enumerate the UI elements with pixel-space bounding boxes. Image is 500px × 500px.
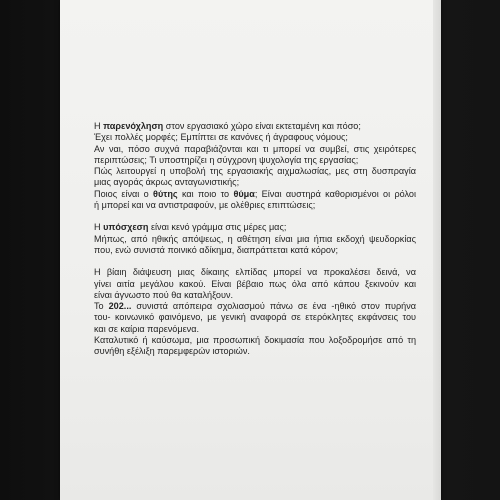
blurb-line [94, 189, 416, 200]
blurb-line [94, 312, 416, 323]
text-segment: Αν ναι, πόσο συχνά παραβιάζονται και τι μπορεί να συμβεί, στις χειρότερες [94, 143, 416, 154]
blurb-text [94, 121, 416, 369]
blurb-line [94, 155, 416, 166]
text-segment: και σε καίρια παρενόμενα. [94, 323, 199, 334]
text-segment: συνιστά απόπειρα σχολιασμού πάνω σε ένα -ηθικό στον πυρήνα [131, 301, 417, 312]
text-segment: Πώς λειτουργεί η υποβολή της εργασιακής αιχμαλωσίας, μες στη δυσπραγία [94, 166, 416, 177]
text-segment: Μήπως, από ηθικής απόψεως, η αθέτηση είναι μια ήπια εκδοχή ψευδορκίας [94, 233, 416, 244]
cover-edge [433, 0, 441, 500]
blurb-paragraph [94, 121, 416, 211]
text-segment: είναι άγνωστο πού θα καταλήξουν. [94, 289, 234, 300]
emphasized-term: 202... [108, 301, 132, 312]
text-segment: περιπτώσεις; Τι υποστηρίζει η σύγχρονη ψυχολογία της εργασίας; [94, 154, 359, 165]
text-segment: και ποιο το [177, 188, 234, 199]
text-segment: Η βίαιη διάψευση μιας δίκαιης ελπίδας μπορεί να προκαλέσει δεινά, να [94, 267, 416, 278]
blurb-line [94, 245, 416, 256]
text-segment: ; Είναι αυστηρά καθορισμένοι οι ρόλοι [254, 188, 416, 199]
blurb-line [94, 335, 416, 346]
blurb-line [94, 324, 416, 335]
text-segment: μιας αγοράς άκρως ανταγωνιστικής; [94, 177, 240, 188]
blurb-line [94, 177, 416, 188]
text-segment: ή μπορεί και να αντιστραφούν, με ολέθριες επιπτώσεις; [94, 200, 316, 211]
blurb-line [94, 200, 416, 211]
book-back-cover [60, 0, 441, 500]
emphasized-term: παρενόχληση [103, 121, 164, 131]
text-segment: του- κοινωνικό φαινόμενο, με γενική αναφορά σε ετερόκλητες εκφάνσεις του [94, 312, 416, 323]
text-segment: Έχει πολλές μορφές; Εμπίπτει σε κανόνες ή άγραφους νόμους; [94, 132, 348, 143]
text-segment: είναι κενό γράμμα στις μέρες μας; [148, 222, 287, 233]
blurb-paragraph [94, 267, 416, 357]
text-segment: που, ενώ συνιστά ποινικό αδίκημα, διαπράττεται κατά κόρον; [94, 244, 339, 255]
blurb-line [94, 132, 416, 143]
blurb-line [94, 267, 416, 278]
text-segment: συνήθη εξέλιξη παρεμφερών ιστοριών. [94, 346, 250, 357]
text-segment: γίνει αιτία μεγάλου κακού. Είναι βέβαιο πως όλα από κάπου ξεκινούν και [94, 278, 416, 289]
text-segment: Καταλυτικό ή καύσωμα, μια προσωπική δοκιμασία που λοξοδρομήσε από τη [94, 335, 416, 346]
text-segment: Η [94, 222, 104, 233]
blurb-line [94, 166, 416, 177]
blurb-line [94, 290, 416, 301]
blurb-line [94, 144, 416, 155]
blurb-line [94, 222, 416, 233]
text-segment: Το [94, 301, 109, 312]
text-segment: Η [94, 121, 104, 131]
blurb-line [94, 121, 416, 132]
blurb-line [94, 279, 416, 290]
blurb-line [94, 301, 416, 312]
text-segment: στον εργασιακό χώρο είναι εκτεταμένη και πόσο; [163, 121, 361, 131]
blurb-paragraph [94, 222, 416, 256]
blurb-line [94, 234, 416, 245]
blurb-line [94, 346, 416, 357]
text-segment: Ποιος είναι ο [94, 188, 154, 199]
emphasized-term: θύμα [233, 188, 255, 199]
emphasized-term: υπόσχεση [103, 222, 149, 233]
emphasized-term: θύτης [153, 188, 178, 199]
